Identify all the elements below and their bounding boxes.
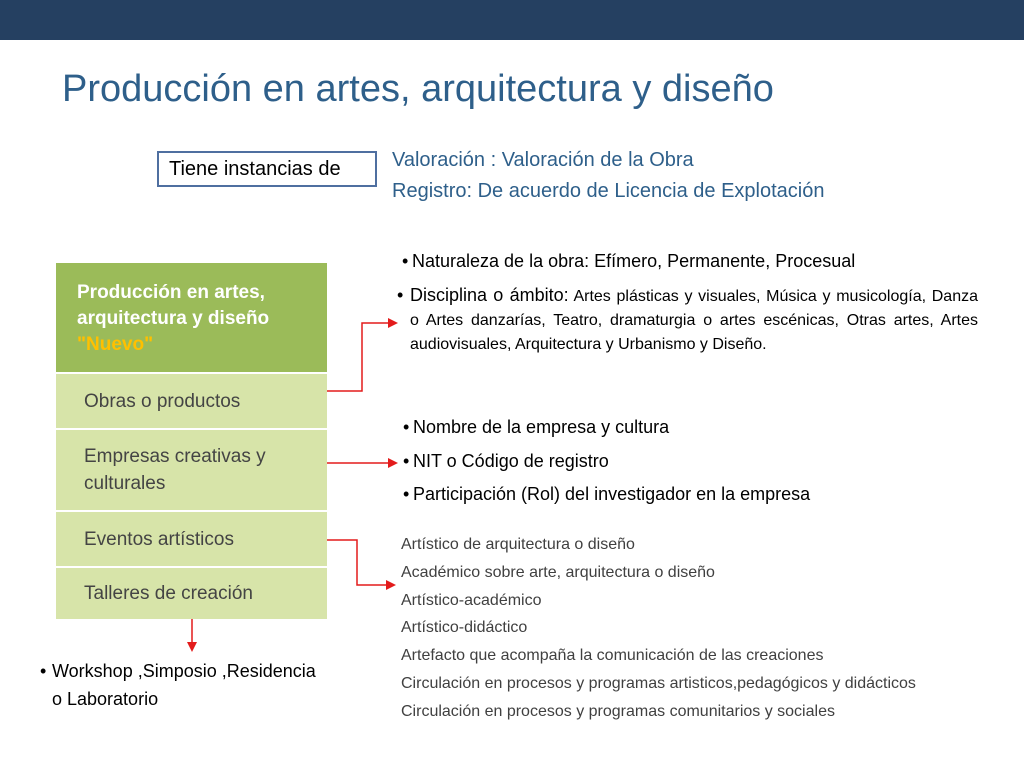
empresas-bullet-participacion [403,482,811,506]
menu-item-label: Obras o productos [84,390,241,412]
empresas-bullet-nombre [403,415,670,439]
list-item: Artefacto que acompaña la comunicación de las creaciones [401,647,824,665]
list-item: Artístico-académico [401,591,542,609]
talleres-line2: o Laboratorio [52,689,159,709]
instances-box: Tiene instancias de [157,151,377,187]
bullet-text: NIT o Código de registro [413,451,609,471]
bullet-text: Naturaleza de la obra: Efímero, Permanente, Procesual [412,251,856,271]
bullet-text: Nombre de la empresa y cultura [413,417,670,437]
menu-item-label: Eventos artísticos [84,528,234,550]
eventos-category-list [401,531,916,726]
instance-registro: Registro: De acuerdo de Licencia de Explotación [392,180,825,202]
obras-bullet-disciplina [397,283,978,357]
bullet-icon: • [403,484,410,504]
empresas-bullet-nit [403,449,609,473]
menu-item-label: Talleres de creación [84,583,253,604]
bullet-icon: • [403,417,410,437]
obras-bullet-naturaleza [402,249,856,273]
menu-header-new-label: "Nuevo" [77,334,154,355]
list-item: Artístico-didáctico [401,619,528,637]
bullet-icon: • [403,451,410,471]
disciplina-lead: Disciplina o ámbito: [410,285,569,305]
instance-valoracion: Valoración : Valoración de la Obra [392,149,694,171]
menu-item-label: Empresas creativas y culturales [84,446,266,494]
list-item: Artístico de arquitectura o diseño [401,536,635,553]
slide-title: Producción en artes, arquitectura y diseño [62,68,774,110]
list-item: Circulación en procesos y programas artisticos,pedagógicos y didácticos [401,674,916,692]
list-item: Circulación en procesos y programas comunitarios y sociales [401,702,835,720]
arrow-eventos [327,540,394,585]
menu-header-line2: arquitectura y diseño [77,308,270,329]
talleres-bullet [40,657,316,713]
menu-header-line1: Producción en artes, [77,282,265,303]
list-item: Académico sobre arte, arquitectura o diseño [401,563,715,581]
bullet-icon: • [402,251,409,271]
bullet-text: Participación (Rol) del investigador en la empresa [413,484,811,504]
talleres-line1: Workshop ,Simposio ,Residencia [52,661,316,681]
disciplina-text: Artes plásticas y visuales, Música y musicología, Danza o Artes danzarías, Teatro, dramaturgia o artes escénicas, Otras artes, Artes audiovisuales, Arquitectura y Urbanismo y Diseño. [410,288,978,353]
arrow-obras [327,323,396,391]
bullet-icon: • [40,661,47,681]
bullet-icon: • [397,285,404,305]
